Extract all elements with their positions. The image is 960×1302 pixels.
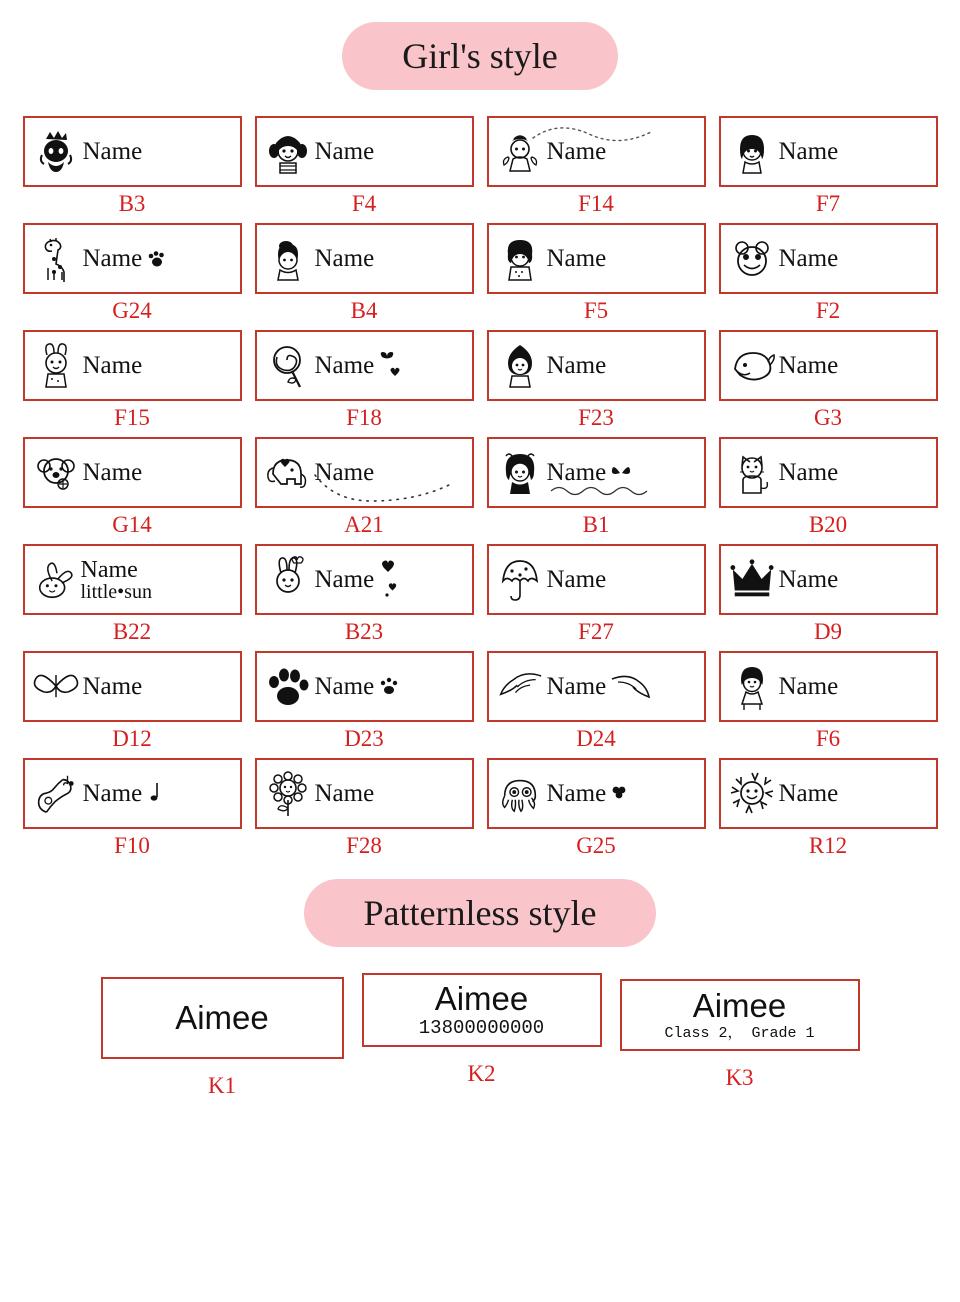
label-name-text: Name: [778, 565, 839, 593]
label-code: D9: [813, 619, 843, 644]
label-name-text: Name: [778, 351, 839, 379]
label-tag[interactable]: [255, 758, 474, 829]
label-cell-f6[interactable]: [716, 643, 940, 750]
frog-face-icon: [729, 233, 775, 285]
little-girl-dress-icon: [729, 661, 775, 713]
label-tag[interactable]: [719, 651, 938, 722]
label-cell-d12[interactable]: [20, 643, 244, 750]
label-cell-f15[interactable]: [20, 322, 244, 429]
label-grid: [20, 108, 940, 857]
label-name-text: Name: [82, 244, 143, 272]
label-code: F10: [114, 833, 150, 858]
label-cell-f18[interactable]: [252, 322, 476, 429]
label-name-text: Name: [82, 779, 143, 807]
label-name-text: Name: [778, 779, 839, 807]
label-cell-b4[interactable]: [252, 215, 476, 322]
wave-line-decoration: [549, 483, 679, 499]
girl-with-bird-icon: [265, 233, 311, 285]
label-cell-f5[interactable]: [484, 215, 708, 322]
label-name-text: Name: [82, 458, 143, 486]
label-cell-r12[interactable]: [716, 750, 940, 857]
label-tag[interactable]: [487, 330, 706, 401]
patternless-cell-k1[interactable]: [101, 977, 344, 1099]
butterfly-icon: [33, 661, 79, 713]
bunny-bow-icon: [265, 554, 311, 606]
label-code: D23: [344, 726, 384, 751]
label-cell-b22[interactable]: [20, 536, 244, 643]
patternless-name-text: Aimee: [175, 998, 269, 1036]
lollipop-icon: [265, 340, 311, 392]
label-name-text: Name: [80, 556, 138, 583]
patternless-style-header: [0, 879, 960, 947]
label-tag[interactable]: [23, 758, 242, 829]
music-note-icon: [146, 779, 164, 809]
label-cell-b23[interactable]: [252, 536, 476, 643]
umbrella-icon: [497, 554, 543, 606]
label-cell-a21[interactable]: [252, 429, 476, 536]
label-tag[interactable]: [255, 223, 474, 294]
label-code: F28: [346, 833, 382, 858]
label-code: D24: [576, 726, 616, 751]
label-tag[interactable]: [487, 437, 706, 508]
crown-icon: [729, 554, 775, 606]
angel-wing-right-icon: [610, 671, 650, 703]
label-code: G14: [112, 512, 152, 537]
label-code: F23: [578, 405, 614, 430]
clover-icon: [610, 784, 628, 804]
label-name-text: Name: [314, 565, 375, 593]
label-cell-b1[interactable]: [484, 429, 708, 536]
label-tag[interactable]: [719, 544, 938, 615]
black-hair-girl-icon: [497, 447, 543, 499]
label-code: B20: [808, 512, 848, 537]
label-code: F15: [114, 405, 150, 430]
label-subname-text: little•sun: [80, 580, 152, 603]
patternless-class-text: Class 2， Grade 1: [664, 1024, 815, 1042]
paw-print-small-icon: [378, 674, 400, 700]
patternless-code: K2: [467, 1061, 496, 1086]
label-cell-f7[interactable]: [716, 108, 940, 215]
label-name-text: Name: [82, 351, 143, 379]
label-tag[interactable]: [23, 544, 242, 615]
dotted-curve-decoration: [531, 124, 681, 146]
hearts-icon: [378, 558, 402, 602]
patternless-tag[interactable]: [362, 973, 602, 1047]
patternless-row: [20, 973, 940, 1099]
label-tag[interactable]: [255, 116, 474, 187]
label-cell-g14[interactable]: [20, 429, 244, 536]
label-code: F4: [351, 191, 377, 216]
patternless-tag[interactable]: [101, 977, 344, 1059]
label-tag[interactable]: [719, 116, 938, 187]
label-cell-g3[interactable]: [716, 322, 940, 429]
sitting-cat-icon: [729, 447, 775, 499]
label-tag[interactable]: [23, 437, 242, 508]
label-tag[interactable]: [255, 330, 474, 401]
label-code: B3: [118, 191, 146, 216]
patternless-cell-k2[interactable]: [362, 973, 602, 1087]
label-tag[interactable]: [487, 223, 706, 294]
label-name-text: Name: [82, 137, 143, 165]
label-cell-b20[interactable]: [716, 429, 940, 536]
label-name-text: Name: [314, 672, 375, 700]
product-label-catalog-page: [0, 22, 960, 1302]
label-name-text: Name: [546, 458, 607, 486]
koala-icon: [33, 447, 79, 499]
curly-hair-girl-icon: [497, 233, 543, 285]
patternless-code: K1: [207, 1073, 237, 1098]
label-name-text: Name: [546, 351, 607, 379]
patternless-name-text: Aimee: [692, 986, 787, 1024]
label-name-text: Name: [546, 672, 607, 700]
label-name-stack: [81, 558, 152, 602]
label-code: G25: [576, 833, 616, 858]
paw-print-icon: [265, 661, 311, 713]
bob-haircut-girl-icon: [729, 126, 775, 178]
angel-wing-left-icon: [497, 661, 543, 713]
label-code: G24: [112, 298, 152, 323]
whale-icon: [729, 340, 775, 392]
label-cell-f14[interactable]: [484, 108, 708, 215]
label-cell-f4[interactable]: [252, 108, 476, 215]
patternless-name-text: Aimee: [434, 979, 529, 1017]
dotted-trail-decoration: [313, 469, 473, 507]
label-code: F5: [583, 298, 609, 323]
label-cell-g25[interactable]: [484, 750, 708, 857]
label-code: B22: [112, 619, 152, 644]
smiling-sun-icon: [729, 768, 775, 820]
label-cell-d9[interactable]: [716, 536, 940, 643]
bunny-ears-icon: [33, 554, 79, 606]
label-code: D12: [112, 726, 152, 751]
label-cell-d24[interactable]: [484, 643, 708, 750]
girl-pigtails-icon: [265, 126, 311, 178]
label-code: A21: [344, 512, 384, 537]
elephant-heart-icon: [265, 447, 311, 499]
label-tag[interactable]: [255, 544, 474, 615]
princess-crown-girl-icon: [33, 126, 79, 178]
label-tag[interactable]: [719, 758, 938, 829]
label-tag[interactable]: [255, 651, 474, 722]
label-name-text: Name: [314, 244, 375, 272]
label-code: F6: [815, 726, 841, 751]
paw-print-icon: [146, 248, 168, 270]
patternless-cell-k3[interactable]: [620, 979, 860, 1091]
label-tag[interactable]: [23, 116, 242, 187]
guitar-music-icon: [33, 768, 79, 820]
label-name-text: Name: [546, 137, 607, 165]
label-tag[interactable]: [719, 330, 938, 401]
label-cell-f27[interactable]: [484, 536, 708, 643]
label-cell-f10[interactable]: [20, 750, 244, 857]
label-cell-f23[interactable]: [484, 322, 708, 429]
label-name-text: Name: [314, 779, 375, 807]
label-code: F2: [815, 298, 841, 323]
label-tag[interactable]: [255, 437, 474, 508]
dotted-curve-icon: [610, 151, 612, 153]
label-name-text: Name: [314, 137, 375, 165]
label-name-text: Name: [82, 672, 143, 700]
bow-hearts-icon: [378, 351, 402, 381]
label-code: B1: [582, 512, 610, 537]
label-code: F7: [815, 191, 841, 216]
label-code: F27: [578, 619, 614, 644]
label-name-text: Name: [778, 458, 839, 486]
label-code: F18: [346, 405, 382, 430]
label-cell-b3[interactable]: [20, 108, 244, 215]
label-name-text: Name: [546, 565, 607, 593]
label-code: G3: [813, 405, 843, 430]
label-code: F14: [578, 191, 614, 216]
label-code: B23: [344, 619, 384, 644]
label-name-text: Name: [546, 244, 607, 272]
sunflower-icon: [265, 768, 311, 820]
label-name-text: Name: [778, 244, 839, 272]
patternless-code: K3: [725, 1065, 754, 1090]
label-name-text: Name: [314, 458, 375, 486]
label-code: B4: [350, 298, 378, 323]
hooded-girl-icon: [497, 340, 543, 392]
label-tag[interactable]: [23, 223, 242, 294]
label-tag[interactable]: [23, 330, 242, 401]
label-name-text: Name: [546, 779, 607, 807]
label-tag[interactable]: [487, 651, 706, 722]
label-cell-d23[interactable]: [252, 643, 476, 750]
label-tag[interactable]: [487, 116, 706, 187]
label-cell-f28[interactable]: [252, 750, 476, 857]
girls-style-title: Girl's style: [342, 22, 617, 90]
giraffe-icon: [33, 233, 79, 285]
label-tag[interactable]: [487, 758, 706, 829]
label-name-text: Name: [778, 672, 839, 700]
patternless-phone-text: 13800000000: [418, 1017, 545, 1040]
patternless-style-title: Patternless style: [304, 879, 657, 947]
label-code: R12: [808, 833, 848, 858]
label-name-text: Name: [778, 137, 839, 165]
label-tag[interactable]: [719, 437, 938, 508]
girls-style-header: [0, 22, 960, 90]
label-tag[interactable]: [23, 651, 242, 722]
butterfly-waves-icon: [610, 463, 632, 483]
label-name-text: Name: [314, 351, 375, 379]
bunny-hood-girl-icon: [33, 340, 79, 392]
label-cell-f2[interactable]: [716, 215, 940, 322]
label-cell-g24[interactable]: [20, 215, 244, 322]
patternless-tag[interactable]: [620, 979, 860, 1051]
label-tag[interactable]: [719, 223, 938, 294]
octopus-icon: [497, 768, 543, 820]
label-tag[interactable]: [487, 544, 706, 615]
